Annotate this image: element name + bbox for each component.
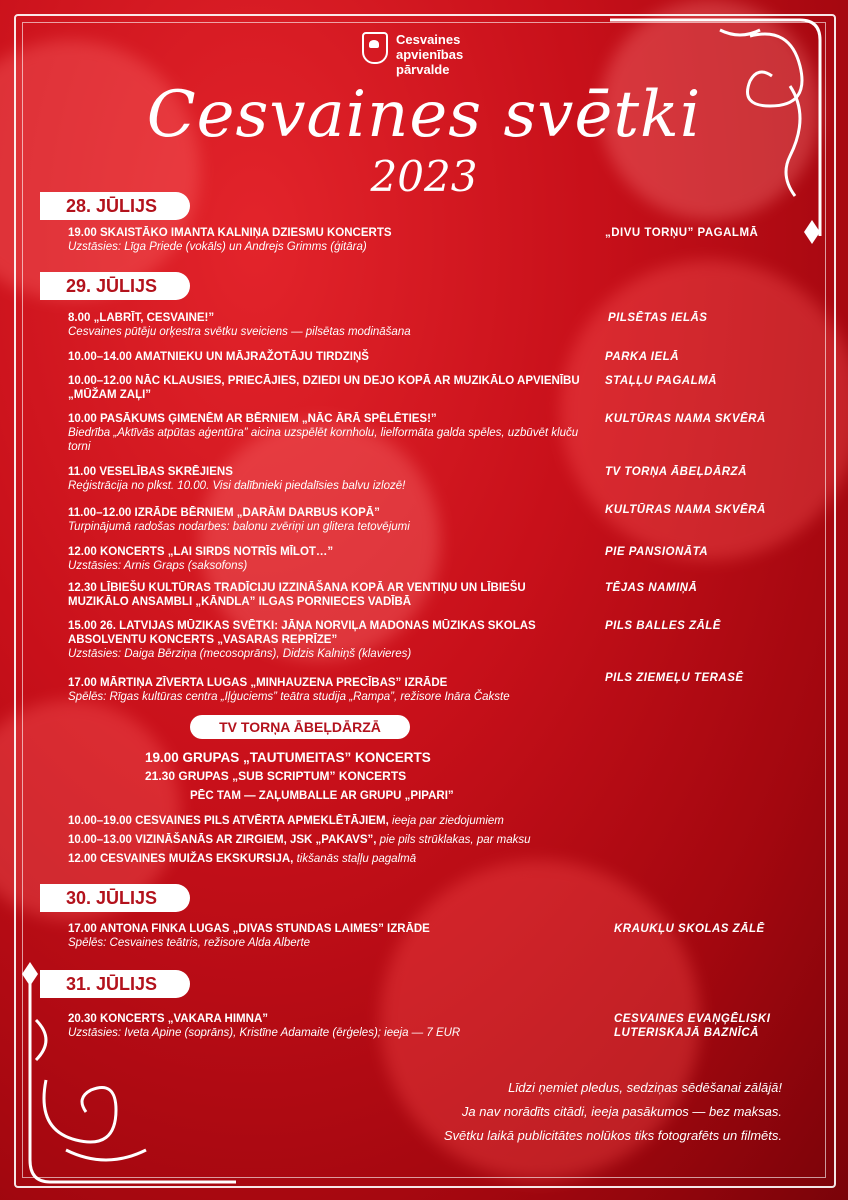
event-title: 8.00 „LABRĪT, CESVAINE!” (68, 312, 215, 324)
event-item (68, 922, 588, 950)
event-item (68, 465, 588, 493)
misc-item (68, 852, 628, 866)
event-title: 10.00 PASĀKUMS ĢIMENĒM AR BĒRNIEM „NĀC ĀRĀ SPĒLĒTIES!” (68, 413, 437, 425)
misc-item (68, 814, 628, 828)
event-title: 11.00–12.00 IZRĀDE BĒRNIEM „DARĀM DARBUS KOPĀ” (68, 507, 380, 519)
logo-line: pārvalde (396, 62, 450, 77)
tv-line: 19.00 GRUPAS „TAUTUMEITAS” KONCERTS (145, 750, 431, 765)
event-desc: Turpinājumā radošas nodarbes: balonu zvēriņi un glitera tetovējumi (68, 521, 410, 533)
misc-rest: ieeja par ziedojumiem (388, 815, 504, 827)
event-desc: Spēlēs: Cesvaines teātris, režisore Alda Alberte (68, 937, 311, 949)
event-title: 20.30 KONCERTS „VAKARA HIMNA” (68, 1013, 268, 1025)
misc-rest: tikšanās staļļu pagalmā (293, 853, 417, 865)
misc-bold: 12.00 CESVAINES MUIŽAS EKSKURSIJA, (68, 853, 294, 865)
event-title: 17.00 ANTONA FINKA LUGAS „DIVAS STUNDAS LAIMES” IZRĀDE (68, 923, 430, 935)
event-item (68, 581, 588, 609)
event-item (68, 676, 588, 704)
event-item (68, 350, 588, 364)
footer-line: Svētku laikā publicitātes nolūkos tiks fotografēts un filmēts. (443, 1128, 782, 1143)
misc-item (68, 833, 628, 847)
event-location: PIE PANSIONĀTA (605, 546, 709, 558)
logo-line: Cesvaines (396, 32, 461, 47)
event-desc: Cesvaines pūtēju orķestra svētku sveiciens — pilsētas modināšana (68, 326, 411, 338)
event-title: 12.00 KONCERTS „LAI SIRDS NOTRĪS MĪLOT…” (68, 546, 334, 558)
footer-note (262, 1076, 782, 1148)
logo (362, 32, 463, 77)
section-heading-tv-tower: TV TORŅA ĀBEĻDĀRZĀ (190, 715, 410, 739)
event-desc: Spēlēs: Rīgas kultūras centra „Iļģuciems” teātra studija „Rampa”, režisore Ināra Čakste (68, 691, 510, 703)
event-title: 10.00–14.00 AMATNIEKU UN MĀJRAŽOTĀJU TIRDZIŅŠ (68, 351, 369, 363)
event-location: KULTŪRAS NAMA SKVĒRĀ (605, 413, 766, 425)
event-location: PILS ZIEMEĻU TERASĒ (605, 672, 744, 684)
event-item (68, 1012, 588, 1040)
event-location: TĒJAS NAMIŅĀ (605, 582, 698, 594)
page-title: Cesvaines svētki (146, 78, 702, 152)
event-location: STAĻĻU PAGALMĀ (605, 375, 717, 387)
event-location: TV TORŅA ĀBEĻDĀRZĀ (605, 466, 747, 478)
event-desc: Reģistrācija no plkst. 10.00. Visi dalībnieki piedalīsies balvu izlozē! (68, 480, 406, 492)
event-item (68, 506, 588, 534)
event-location: CESVAINES EVAŅĢĒLISKI LUTERISKAJĀ BAZNĪCĀ (614, 1013, 771, 1039)
coat-of-arms-icon (362, 32, 388, 64)
misc-bold: 10.00–13.00 VIZINĀŠANĀS AR ZIRGIEM, JSK „PAKAVS”, (68, 834, 377, 846)
event-location: PILSĒTAS IELĀS (608, 312, 708, 324)
misc-rest: pie pils strūklakas, par maksu (376, 834, 531, 846)
event-item (68, 545, 588, 573)
event-title: 10.00–12.00 NĀC KLAUSIES, PRIECĀJIES, DZIEDI UN DEJO KOPĀ AR MUZIKĀLO APVIENĪBU „MŪŽAM ZAĻI” (68, 375, 580, 401)
misc-bold: 10.00–19.00 CESVAINES PILS ATVĒRTA APMEKLĒTĀJIEM, (68, 815, 389, 827)
footer-line: Ja nav norādīts citādi, ieeja pasākumos — bez maksas. (461, 1104, 782, 1119)
logo-line: apvienības (396, 47, 464, 62)
tv-line: 21.30 GRUPAS „SUB SCRIPTUM” KONCERTS (145, 769, 407, 783)
event-item (68, 226, 588, 254)
event-item (68, 374, 588, 402)
event-title: 19.00 SKAISTĀKO IMANTA KALNIŅA DZIESMU KONCERTS (68, 227, 392, 239)
event-location: „DIVU TORŅU” PAGALMĀ (605, 227, 759, 239)
event-item (68, 619, 588, 661)
event-desc: Biedrība „Aktīvās atpūtas aģentūra” aicina uzspēlēt kornholu, lielformāta galda spēles, uzbūvēt kluču torni (68, 427, 579, 453)
event-title: 15.00 26. LATVIJAS MŪZIKAS SVĒTKI: JĀŅA NORVIĻA MADONAS MŪZIKAS SKOLAS ABSOLVENTU KONCERTS „VASARAS REPRĪZE” (68, 620, 536, 646)
event-location: PARKA IELĀ (605, 351, 679, 363)
event-location: PILS BALLES ZĀLĒ (605, 620, 721, 632)
event-title: 17.00 MĀRTIŅA ZĪVERTA LUGAS „MINHAUZENA PRECĪBAS” IZRĀDE (68, 677, 448, 689)
logo-text (396, 32, 463, 77)
event-item (68, 311, 588, 339)
event-location: KULTŪRAS NAMA SKVĒRĀ (605, 504, 766, 516)
event-title: 11.00 VESELĪBAS SKRĒJIENS (68, 466, 233, 478)
tv-line: PĒC TAM — ZAĻUMBALLE AR GRUPU „PIPARI” (190, 790, 454, 802)
event-desc: Uzstāsies: Iveta Apine (soprāns), Kristīne Adamaite (ērģeles); ieeja — 7 EUR (68, 1027, 461, 1039)
day-heading: 29. JŪLIJS (40, 272, 190, 300)
event-desc: Uzstāsies: Līga Priede (vokāls) un Andrejs Grimms (ģitāra) (68, 241, 367, 253)
event-item (68, 412, 588, 454)
event-desc: Uzstāsies: Daiga Bērziņa (mecosoprāns), Didzis Kalniņš (klavieres) (68, 648, 412, 660)
day-heading: 31. JŪLIJS (40, 970, 190, 998)
day-heading: 30. JŪLIJS (40, 884, 190, 912)
day-heading: 28. JŪLIJS (40, 192, 190, 220)
event-title: 12.30 LĪBIEŠU KULTŪRAS TRADĪCIJU IZZINĀŠANA KOPĀ AR VENTIŅU UN LĪBIEŠU MUZIKĀLO ANSAMBLI „KĀNDLA” ILGAS PORNIECES VADĪBĀ (68, 582, 526, 608)
event-desc: Uzstāsies: Arnis Graps (saksofons) (68, 560, 248, 572)
page-year: 2023 (370, 152, 478, 201)
event-location: KRAUKĻU SKOLAS ZĀLĒ (614, 923, 765, 935)
footer-line: Līdzi ņemiet pledus, sedziņas sēdēšanai zālājā! (508, 1080, 782, 1095)
